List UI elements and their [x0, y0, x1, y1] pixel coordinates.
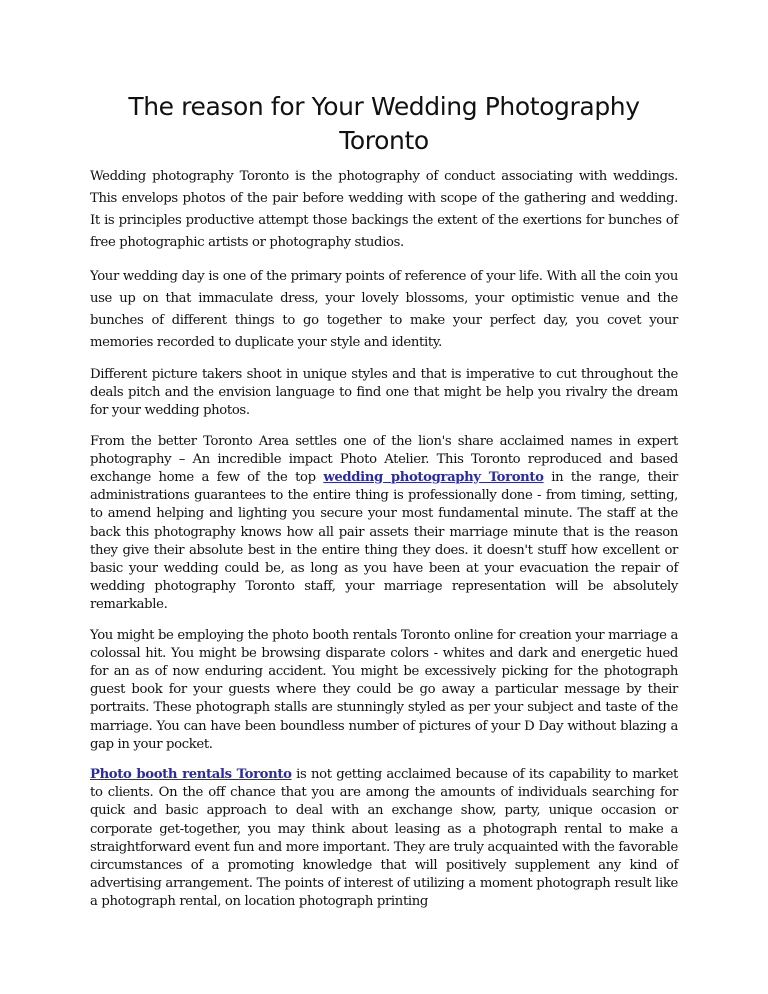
paragraph-wedding-day: Your wedding day is one of the primary points of reference of your life. With all the coin you use up on that immaculate dress, your lovely blossoms, your optimistic venue and the bunches of different things to go together to make your perfect day, you covet your memories recorded to duplicate your style and identity.	[90, 269, 678, 350]
paragraph-text: From the better Toronto Area settles one of the lion's share acclaimed names in expert photography – An incredible impact Photo Atelier. This Toronto reproduced and based exchange home a few of the top	[90, 433, 678, 486]
paragraph-intro: Wedding photography Toronto is the photography of conduct associating with weddings. This envelops photos of the pair before wedding with scope of the gathering and wedding. It is principles productive attempt those backings the extent of the exertions for bunches of free photographic artists or photography studios.	[90, 169, 678, 250]
photo-booth-rentals-toronto-link[interactable]: Photo booth rentals Toronto	[90, 767, 292, 783]
paragraph-photo-atelier	[90, 433, 678, 615]
paragraph-picture-takers: Different picture takers shoot in unique styles and that is imperative to cut throughout the deals pitch and the envision language to find one that might be help you rivalry the dream for your wedding photos.	[90, 367, 678, 419]
wedding-photography-toronto-link[interactable]: wedding photography Toronto	[323, 470, 544, 486]
paragraph-photo-booth: You might be employing the photo booth rentals Toronto online for creation your marriage a colossal hit. You might be browsing disparate colors - whites and dark and energetic hued for an as of now enduring accident. You might be excessively picking for the photograph guest book for your guests where they could be go away a particular message by their portraits. These photograph stalls are stunningly styled as per your subject and taste of the marriage. You can have been boundless number of pictures of your D Day without blazing a gap in your pocket.	[90, 627, 678, 752]
document-page	[90, 90, 678, 924]
paragraph-photo-booth-rentals	[90, 766, 678, 912]
paragraph-text: in the range, their administrations guarantees to the entire thing is professionally done - from timing, setting, to amend helping and lighting you secure your most fundamental minute. The staff at the back this photography knows how all pair assets their marriage minute that is the reason they give their absolute best in the entire thing they does. it doesn't stuff how excellent or basic your wedding could be, as long as you have been at your evacuation the repair of wedding photography Toronto staff, your marriage representation will be absolutely remarkable.	[90, 470, 678, 613]
title-line-1: The reason for Your Wedding Photography	[128, 92, 640, 121]
title-line-2: Toronto	[339, 126, 429, 155]
paragraph-text: is not getting acclaimed because of its capability to market to clients. On the off chance that you are among the amounts of individuals searching for quick and basic approach to deal with an exchange show, party, unique occasion or corporate get-together, you may think about leasing as a photograph rental to make a straightforward event fun and more important. They are truly acquainted with the favorable circumstances of a promoting knowledge that will positively supplement any kind of advertising arrangement. The points of interest of utilizing a moment photograph result like a photograph rental, on location photograph printing	[90, 767, 678, 910]
document-title	[90, 90, 678, 158]
